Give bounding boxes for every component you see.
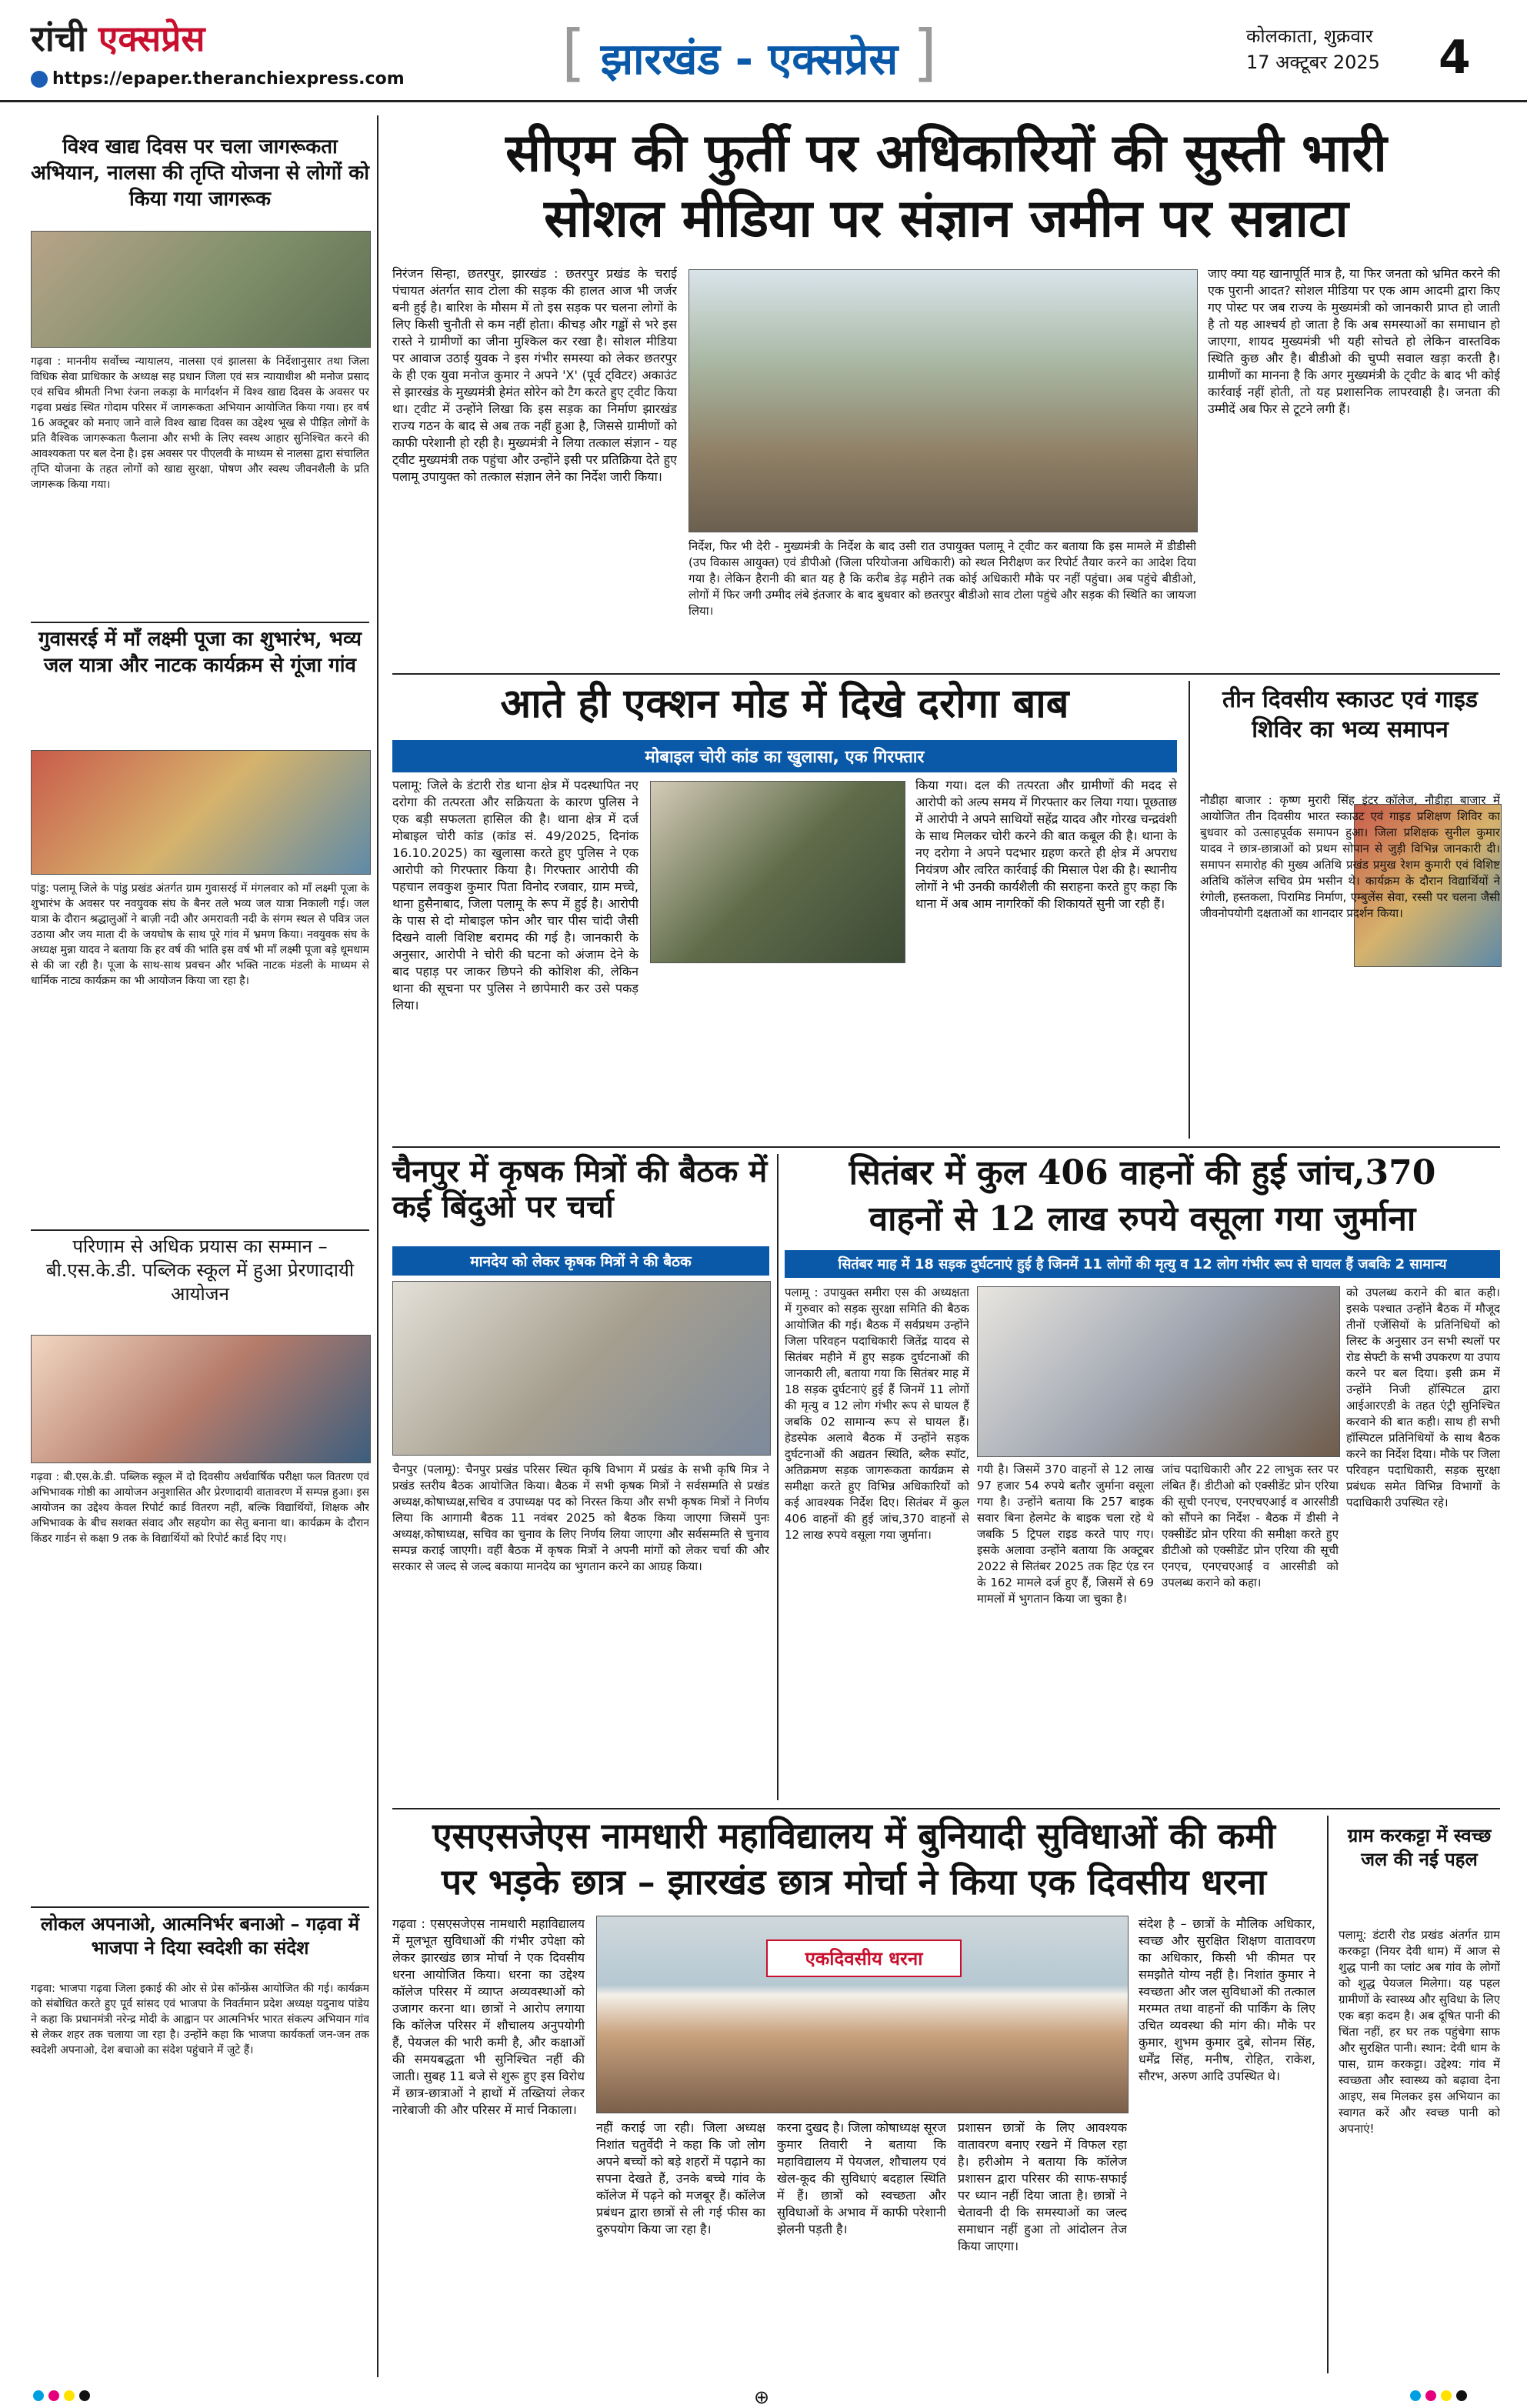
daroga-kicker: मोबाइल चोरी कांड का खुलासा, एक गिरफ्तार xyxy=(392,740,1177,772)
college-body-col-4: प्रशासन छात्रों के लिए आवश्यक वातावरण बनाए रखने में विफल रहा है। हरीओम ने बताया कि कॉलेज प्रशासन द्वारा परिसर की साफ-सफाई पर ध्यान नहीं दिया जाता है। छात्रों ने चेतावनी दी कि समस्याओं का जल्द समाधान नहीं हुआ तो आंदोलन तेज किया जाएगा। xyxy=(958,2120,1127,2253)
bracket-right-icon: ] xyxy=(912,17,937,88)
college-headline-line-1[interactable]: एसएसजेएस नामधारी महाविद्यालय में बुनियादी सुविधाओं की कमी xyxy=(432,1815,1275,1856)
vehicle-headline-line-1[interactable]: सितंबर में कुल 406 वाहनों की हुई जांच,370 xyxy=(849,1153,1436,1192)
column-divider xyxy=(1189,681,1190,1139)
magenta-dot-icon xyxy=(48,2390,59,2401)
divider xyxy=(392,673,1500,675)
left-story-1-body: गढ़वा : माननीय सर्वोच्च न्यायालय, नालसा एवं झालसा के निर्देशानुसार तथा जिला विधिक सेवा प्राधिकार के अध्यक्ष सह प्रधान जिला एवं सत्र न्यायाधीश श्री मनोज प्रसाद एवं सचिव श्रीमती निभा रंजना लकड़ा के मार्गदर्शन में विश्व खाद्य दिवस के अवसर पर गढ़वा प्रखंड स्थित गोदाम परिसर में जागरूकता अभियान आयोजित किया गया। हर वर्ष 16 अक्टूबर को मनाए जाने वाले विश्व खाद्य दिवस का उद्देश्य भूख से पीड़ित लोगों के प्रति वैश्विक जागरूकता फैलाना और सभी के लिए स्वस्थ आहार सुनिश्चित करने की आवश्यकता पर बल देना है। इस अवसर पर पीएलवी के माध्यम से नालसा द्वारा संचालित तृप्ति योजना के तहत लोगों को खाद्य सुरक्षा, पोषण और स्वस्थ जीवनशैली के प्रति जागरूक किया गया। xyxy=(31,355,369,491)
chainpur-kicker: मानदेय को लेकर कृषक मित्रों ने की बैठक xyxy=(392,1246,769,1276)
left-story-4-headline[interactable]: लोकल अपनाओ, आत्मनिर्भर बनाओ – गढ़वा में भाजपा ने दिया स्वदेशी का संदेश xyxy=(40,1913,360,1959)
divider xyxy=(31,622,369,623)
college-body-col-3: करना दुखद है। जिला कोषाध्यक्ष सूरज कुमार तिवारी ने बताया कि महाविद्यालय में पेयजल, शौचालय एवं खेल-कूद की सुविधाएं बदहाल स्थिति में हैं। छात्रों को स्वच्छता और सुविधाओं के अभाव में काफी परेशानी झेलनी पड़ती है। xyxy=(777,2120,946,2236)
left-story-2-body: पांडु: पलामू जिले के पांडु प्रखंड अंतर्गत ग्राम गुवासरई में मंगलवार को माँ लक्ष्मी पूजा के शुभारंभ के अवसर पर नवयुवक संघ के बैनर तले भव्य जल यात्रा निकाली गई। जल यात्रा के दौरान श्रद्धालुओं ने बाज़ी नदी और अमरावती नदी के संगम स्थल से पवित्र जल उठाया और जय माता दी के जयघोष के साथ पूरे गांव में भ्रमण किया। नवयुवक संघ के अध्यक्ष मुन्ना यादव ने बताया कि हर वर्ष की भांति इस वर्ष भी माँ लक्ष्मी पूजा बड़े धूमधाम से की जा रही है। पूजा के साथ-साथ प्रवचन और भक्ति नाटक मंडली के माध्यम से धार्मिक नाट्य कार्यक्रम का भी आयोजन किया जा रहा है। xyxy=(31,882,369,987)
color-dots-left xyxy=(31,2390,92,2404)
city-day: कोलकाता, शुक्रवार xyxy=(1246,25,1373,47)
vehicle-body-col-3: जांच पदाधिकारी और 22 लाभुक स्तर पर लंबित हैं। डीटीओ को एक्सीडेंट प्रोन एरिया की सूची एनएच, एनएचएआई व आरसीडी को सौंपने का निर्देश - बैठक में डीसी ने एक्सीडेंट प्रोन एरिया की समीक्षा करते हुए डीटीओ को एक्सीडेंट प्रोन एरिया की सूची एनएच, एनएचएआई व आरसीडी को उपलब्ध कराने को कहा। xyxy=(1162,1462,1339,1589)
left-story-1-photo xyxy=(31,231,371,348)
epaper-url[interactable] xyxy=(31,69,405,88)
college-photo xyxy=(596,1916,1129,2113)
section-title xyxy=(562,17,937,88)
black-dot-icon xyxy=(79,2390,90,2401)
registration-mark-icon: ⊕ xyxy=(754,2386,770,2408)
college-headline-line-2[interactable]: पर भड़के छात्र – झारखंड छात्र मोर्चा ने किया एक दिवसीय धरना xyxy=(441,1861,1267,1903)
dateline xyxy=(1246,23,1380,75)
left-story-3-body: गढ़वा : बी.एस.के.डी. पब्लिक स्कूल में दो दिवसीय अर्धवार्षिक परीक्षा फल वितरण एवं अभिभावक गोष्ठी का आयोजन अनुशासित और प्रेरणादायी वातावरण में सम्पन्न हुआ। इस आयोजन का उद्देश्य केवल रिपोर्ट कार्ड वितरण नहीं, बल्कि विद्यार्थियों, शिक्षक और अभिभावक के बीच सशक्त संवाद और सहयोग का सेतु बनाना था। कार्यक्रम के दौरान किंडर गार्डन से कक्षा 9 तक के विद्यार्थियों को रिपोर्ट कार्ड दिए गए। xyxy=(31,1471,369,1545)
vehicle-body-col-1: पलामू : उपायुक्त समीरा एस की अध्यक्षता में गुरुवार को सड़क सुरक्षा समिति की बैठक आयोजित की गई। बैठक में सर्वप्रथम उन्होंने जिला परिवहन पदाधिकारी जितेंद्र यादव से सितंबर महीने में हुए सड़क दुर्घटनाओं की जानकारी ली, बताया गया कि सितंबर माह में 18 सड़क दुर्घटनाएं हुई हैं जिनमें 11 लोगों की मृत्यु व 12 लोग गंभीर रूप से घायल हैं जबकि 02 सामान्य रूप से घायल हैं। हेडस्पेक अलावे बैठक में उन्होंने सड़क दुर्घटनाओं की अद्यतन स्थिति, ब्लैक स्पॉट, अतिक्रमण सड़क जागरूकता कार्यक्रम से समीक्षा करते हुए विभिन्न अधिकारियों को कई आवश्यक निर्देश दिए। सितंबर में कुल 406 वाहनों की हुई जांच,370 वाहनों से 12 लाख रुपये वसूला गया जुर्माना। xyxy=(785,1286,969,1542)
column-divider xyxy=(1327,1816,1329,2373)
lead-headline-line-1[interactable]: सीएम की फुर्ती पर अधिकारियों की सुस्ती भारी xyxy=(505,122,1387,184)
left-story-3-photo xyxy=(31,1335,371,1463)
chainpur-body: चैनपुर (पलामू): चैनपुर प्रखंड परिसर स्थित कृषि विभाग में प्रखंड के सभी कृषि मित्र ने प्रखंड स्तरीय बैठक आयोजित किया। बैठक में सभी कृषक मित्रों ने सर्वसम्मति से प्रखंड अध्यक्ष,कोषाध्यक्ष,सचिव व उपाध्यक्ष पद को निरस्त किया और सभी कृषक मित्रों ने निर्णय लिया कि आगामी बैठक 11 नवंबर 2025 को बैठक किया जाएगा जिसमें पुनः अध्यक्ष,कोषाध्यक्ष, सचिव का चुनाव के लिए निर्णय लिया जाएगा और सर्वसम्मति से चुनाव सम्पन्न कराई जाएगी। वहीं बैठक में कृषक मित्रों ने अपनी मांगों को लेकर चर्चा की और सरकार से जल्द से जल्द बकाया मानदेय का भुगतान करने का आग्रह किया। xyxy=(392,1462,769,1573)
color-dots-right xyxy=(1408,2390,1469,2404)
page-number: 4 xyxy=(1439,31,1471,85)
lead-photo xyxy=(688,269,1198,532)
issue-date: 17 अक्टूबर 2025 xyxy=(1246,52,1380,73)
newspaper-logo[interactable] xyxy=(31,14,205,62)
gram-body: पलामू: डंटारी रोड प्रखंड अंतर्गत ग्राम करकट्टा (नियर देवी धाम) में आज से शुद्ध पानी का प्लांट अब गांव के लोगों को शुद्ध पेयजल मिलेगा। यह पहल ग्रामीणों के स्वास्थ्य और सुविधा के लिए एक बड़ा कदम है। अब दूषित पानी की चिंता नहीं, हर घर तक पहुंचेगा साफ और सुरक्षित पानी। स्थान: देवी धाम के पास, ग्राम करकट्टा। उद्देश्य: गांव में स्वच्छता और स्वास्थ्य को बढ़ावा देना आइए, सब मिलकर इस अभियान का स्वागत करें और स्वच्छ पानी को अपनाएं! xyxy=(1339,1928,1500,2136)
logo-part-1: रांची xyxy=(31,18,98,59)
bracket-left-icon: [ xyxy=(562,17,586,88)
protest-banner: एकदिवसीय धरना xyxy=(766,1939,962,1977)
gram-headline[interactable]: ग्राम करकट्टा में स्वच्छ जल की नई पहल xyxy=(1347,1824,1492,1871)
chainpur-headline[interactable]: चैनपुर में कृषक मित्रों की बैठक में कई बिंदुओ पर चर्चा xyxy=(392,1153,768,1225)
college-body-col-2: नहीं कराई जा रही। जिला अध्यक्ष निशांत चतुर्वेदी ने कहा कि जो लोग अपने बच्चों को बड़े शहरों में पढ़ाने का सपना देखते हैं, उनके बच्चे गांव के कॉलेज में पढ़ने को मजबूर हैं। कॉलेज प्रबंधन द्वारा छात्रों से ली गई फीस का दुरुपयोग किया जा रहा है। xyxy=(596,2120,765,2236)
vehicle-body-col-2: गयी है। जिसमें 370 वाहनों से 12 लाख 97 हजार 54 रुपये बतौर जुर्माना वसूला गया है। उन्होंने बताया कि 257 बाइक सवार बिना हेलमेट के बाइक चला रहे थे जबकि 5 ट्रिपल राइड करते पाए गए। इसके अलावा उन्होंने बताया कि अक्टूबर 2022 से सितंबर 2025 तक हिट एंड रन के 162 मामले दर्ज हुए हैं, जिसमें से 69 मामलों में भुगतान किया जा चुका है। xyxy=(977,1462,1154,1606)
divider xyxy=(31,1229,369,1231)
magenta-dot-icon xyxy=(1425,2390,1436,2401)
daroga-body-col-1: पलामू: जिले के डंटारी रोड थाना क्षेत्र में पदस्थापित नए दरोगा की तत्परता और सक्रियता के कारण पुलिस ने एक बड़ी सफलता हासिल की है। थाना क्षेत्र में दर्ज मोबाइल चोरी कांड (कांड सं. 49/2025, दिनांक 16.10.2025) का खुलासा करते हुए पुलिस ने एक आरोपी को गिरफ्तार किया है। गिरफ्तार आरोपी की पहचान लवकुश कुमार पिता विनोद रजवार, ग्राम मच्चे, थाना हुसैनाबाद, जिला पलामू के रूप में हुई है। आरोपी के पास से दो मोबाइल फोन और चार पीस चांदी जैसी दिखने वाली विशिष्ट बरामद की गई है। जानकारी के अनुसार, आरोपी ने चोरी की घटना को अंजाम देने के बाद पहाड़ पर जाकर छिपने की कोशिश की, लेकिन थाना की सूचना पर पुलिस ने छापेमारी कर उसे पकड़ लिया। xyxy=(392,778,638,1012)
college-body-col-5: संदेश है – छात्रों के मौलिक अधिकार, स्वच्छ और सुरक्षित शिक्षण वातावरण का अधिकार, किसी भी कीमत पर समझौते योग्य नहीं है। निशांत कुमार ने स्वच्छता और जल सुविधाओं की तत्काल मरम्मत तथा वाहनों की पार्किंग के लिए उचित व्यवस्था की मांग की। मौके पर कुमार, शुभम कुमार दुबे, सोनम सिंह, धर्मेंद्र सिंह, मनीष, रोहित, राकेश, सौरभ, अरुण आदि उपस्थित थे। xyxy=(1139,1916,1315,2083)
divider xyxy=(392,1808,1500,1809)
scout-body: नौडीहा बाजार : कृष्ण मुरारी सिंह इंटर कॉलेज, नौडीहा बाजार में आयोजित तीन दिवसीय भारत स्काउट एवं गाइड प्रशिक्षण शिविर का बुधवार को उत्साहपूर्वक समापन हुआ। जिला प्रशिक्षक सुनील कुमार यादव ने छात्र-छात्राओं को प्रथम सोपान से जुड़ी विभिन्न जानकारी दी। समापन समारोह की मुख्य अतिथि प्रखंड प्रमुख रेशम कुमारी एवं विशिष्ट अतिथि कॉलेज सचिव प्रेम भसीन थे। कार्यक्रम के दौरान विद्यार्थियों ने रंगोली, हस्तकला, पिरामिड निर्माण, एम्बुलेंस सेवा, रस्सी पर चलना जैसी जीवनोपयोगी दक्षताओं का शानदार प्रदर्शन किया। xyxy=(1200,793,1500,920)
vehicle-body-col-4: को उपलब्ध कराने की बात कही। इसके पश्चात उन्होंने बैठक में मौजूद तीनों एजेंसियों के प्रतिनिधियों को लिस्ट के अनुसार उन सभी स्थलों पर रोड सेफ्टी के सभी उपकरण या उपाय करने पर बल दिया। इसी क्रम में उन्होंने निजी हॉस्पिटल द्वारा आईआरएडी के तहत एंट्री सुनिश्चित करवाने की बात कही। साथ ही सभी हॉस्पिटल प्रतिनिधियों के साथ बैठक करने का निर्देश दिया। मौके पर जिला परिवहन पदाधिकारी, सड़क सुरक्षा प्रबंधक समेत विभिन्न विभागों के पदाधिकारी उपस्थित रहे। xyxy=(1346,1286,1500,1509)
left-story-1-headline[interactable]: विश्व खाद्य दिवस पर चला जागरूकता अभियान, नालसा की तृप्ति योजना से लोगों को किया गया जागरूक xyxy=(31,135,370,211)
divider xyxy=(392,1146,1500,1148)
cyan-dot-icon xyxy=(33,2390,44,2401)
lead-photo-caption: निर्देश, फिर भी देरी - मुख्यमंत्री के निर्देश के बाद उसी रात उपायुक्त पलामू ने ट्वीट कर बताया कि इस मामले में डीडीसी (उप विकास आयुक्त) एवं डीपीओ (जिला परियोजना अधिकारी) को स्थल निरीक्षण कर रिपोर्ट तैयार करने का आदेश दिया गया है। लेकिन हैरानी की बात यह है कि करीब डेढ़ महीने तक कोई अधिकारी मौके पर नहीं पहुंचा। अब पहुंचे बीडीओ, लोगों में फिर जगी उम्मीद लंबे इंतजार के बाद बुधवार को छतरपुर बीडीओ साव टोला पहुंचे और सड़क की स्थिति का जायजा लिया। xyxy=(688,539,1196,618)
left-story-2-headline[interactable]: गुवासरई में माँ लक्ष्मी पूजा का शुभारंभ, भव्य जल यात्रा और नाटक कार्यक्रम से गूंजा गांव xyxy=(38,628,362,677)
scout-headline[interactable]: तीन दिवसीय स्काउट एवं गाइड शिविर का भव्य समापन xyxy=(1222,686,1478,743)
chainpur-photo xyxy=(392,1281,771,1456)
left-story-2-photo xyxy=(31,750,371,875)
vehicle-headline-line-2[interactable]: वाहनों से 12 लाख रुपये वसूला गया जुर्माना xyxy=(869,1199,1416,1239)
epaper-url-text: https://epaper.theranchiexpress.com xyxy=(52,69,405,88)
left-story-3-headline[interactable]: परिणाम से अधिक प्रयास का सम्मान – बी.एस.के.डी. पब्लिक स्कूल में हुआ प्रेरणादायी आयोजन xyxy=(45,1236,355,1306)
divider xyxy=(31,1906,369,1908)
daroga-body-col-2: किया गया। दल की तत्परता और ग्रामीणों की मदद से आरोपी को अल्प समय में गिरफ्तार कर लिया गया। पूछताछ में आरोपी ने अपने साथियों सहेंद्र यादव और गोरख चन्द्रवंशी के साथ मिलकर चोरी करने की बात कबूल की है। थाना के नए दरोगा ने अपने पदभार ग्रहण करते ही क्षेत्र में अपराध नियंत्रण और त्वरित कार्रवाई की मिसाल पेश की है। स्थानीय लोगों ने भी उनकी कार्यशैली की सराहना करते हुए कहा कि थाना में अब आम नागरिकों की शिकायतें सुनी जा रही हैं। xyxy=(915,778,1177,911)
cyan-dot-icon xyxy=(1410,2390,1421,2401)
logo-part-2: एक्सप्रेस xyxy=(98,18,205,59)
left-story-4-body: गढ़वा: भाजपा गढ़वा जिला इकाई की ओर से प्रेस कॉन्फ्रेंस आयोजित की गई। कार्यक्रम को संबोधित करते हुए पूर्व सांसद एवं भाजपा के निवर्तमान प्रदेश अध्यक्ष यदुनाथ पांडेय ने कहा कि प्रधानमंत्री नरेन्द्र मोदी के आह्वान पर आत्मनिर्भर भारत संकल्प अभियान गांव से लेकर शहर तक चलाया जा रहा है। उन्होंने कहा कि भाजपा कार्यकर्ता जन-जन तक स्वदेशी अपनाओ, देश बचाओ का संदेश पहुंचाने में जुटे हैं। xyxy=(31,1983,369,2056)
yellow-dot-icon xyxy=(1441,2390,1452,2401)
masthead xyxy=(0,0,1527,102)
college-body-col-1: गढ़वा : एसएसजेएस नामधारी महाविद्यालय में मूलभूत सुविधाओं की गंभीर उपेक्षा को लेकर झारखंड छात्र मोर्चा ने एक दिवसीय धरना आयोजित किया। धरना का उद्देश्य कॉलेज परिसर में व्याप्त अव्यवस्थाओं को उजागर करना था। छात्रों ने आरोप लगाया कि कॉलेज परिसर में शौचालय अनुपयोगी हैं, पेयजल की भारी कमी है, और कक्षाओं की समयबद्धता भी सुनिश्चित नहीं की जाती। सुबह 11 बजे से शुरू हुए इस विरोध में छात्र-छात्राओं ने हाथों में तख्तियां लेकर नारेबाजी की और परिसर में मार्च निकाला। xyxy=(392,1916,585,2117)
black-dot-icon xyxy=(1456,2390,1467,2401)
ink-registration-bar xyxy=(0,2385,1527,2407)
globe-icon xyxy=(31,71,48,88)
column-divider xyxy=(777,1154,779,1800)
vehicle-kicker: सितंबर माह में 18 सड़क दुर्घटनाएं हुई है जिनमें 11 लोगों की मृत्यु व 12 लोग गंभीर रूप से घायल हैं जबकि 2 सामान्य xyxy=(785,1250,1500,1278)
yellow-dot-icon xyxy=(64,2390,75,2401)
daroga-photo xyxy=(650,781,905,963)
column-divider xyxy=(377,115,378,2377)
lead-body-col-4: जाए क्या यह खानापूर्ति मात्र है, या फिर जनता को भ्रमित करने की एक पुरानी आदत? सोशल मीडिया पर एक आम आदमी द्वारा किए गए पोस्ट पर जब राज्य के मुख्यमंत्री को जानकारी प्राप्त हो जाती है तो यह आश्चर्य हो जाता है कि अब समस्याओं का समाधान हो जाएगा, शायद मुख्यमंत्री भी यही सोचते हो लेकिन वास्तविक स्थिति कुछ और है। बीडीओ की चुप्पी सवाल खड़ा करती है। ग्रामीणों का मानना है कि अगर मुख्यमंत्री के ट्वीट के बाद भी कोई कार्रवाई नहीं होती, तो यह प्रशासनिक लापरवाही है। जनता की उम्मीदें अब फिर से टूटने लगी हैं। xyxy=(1208,266,1500,416)
daroga-headline[interactable]: आते ही एक्शन मोड में दिखे दरोगा बाब xyxy=(500,680,1069,727)
section-title-text: झारखंड - एक्सप्रेस xyxy=(600,35,899,85)
lead-headline-line-2[interactable]: सोशल मीडिया पर संज्ञान जमीन पर सन्नाटा xyxy=(544,188,1349,249)
lead-body-col-1: निरंजन सिन्हा, छतरपुर, झारखंड : छतरपुर प्रखंड के चराई पंचायत अंतर्गत साव टोला की सड़क की हालत आज भी जर्जर बनी हुई है। बारिश के मौसम में तो इस सड़क पर चलना लोगों के लिए किसी चुनौती से कम नहीं होता। कीचड़ और गड्ढों से भरे इस रास्ते ने ग्रामीणों का जीना मुश्किल कर रखा है। सोशल मीडिया पर आवाज उठाई युवक ने इस गंभीर समस्या को लेकर छतरपुर के ही एक युवा मनोज कुमार ने अपने 'X' (पूर्व ट्विटर) अकाउंट से झारखंड के मुख्यमंत्री हेमंत सोरेन को टैग करते हुए ट्वीट किया था। ट्वीट में उन्होंने लिखा कि इस सड़क का निर्माण झारखंड राज्य गठन के बाद से अब तक नहीं हुआ है, जिससे ग्रामीणों को काफी परेशानी हो रही है। मुख्यमंत्री ने लिया तत्काल संज्ञान - यह ट्वीट मुख्यमंत्री तक पहुंचा और उन्होंने इसी पर प्रतिक्रिया देते हुए पलामू उपायुक्त को तत्काल संज्ञान लेने का निर्देश जारी किया। xyxy=(392,266,677,484)
vehicle-photo xyxy=(977,1286,1340,1457)
